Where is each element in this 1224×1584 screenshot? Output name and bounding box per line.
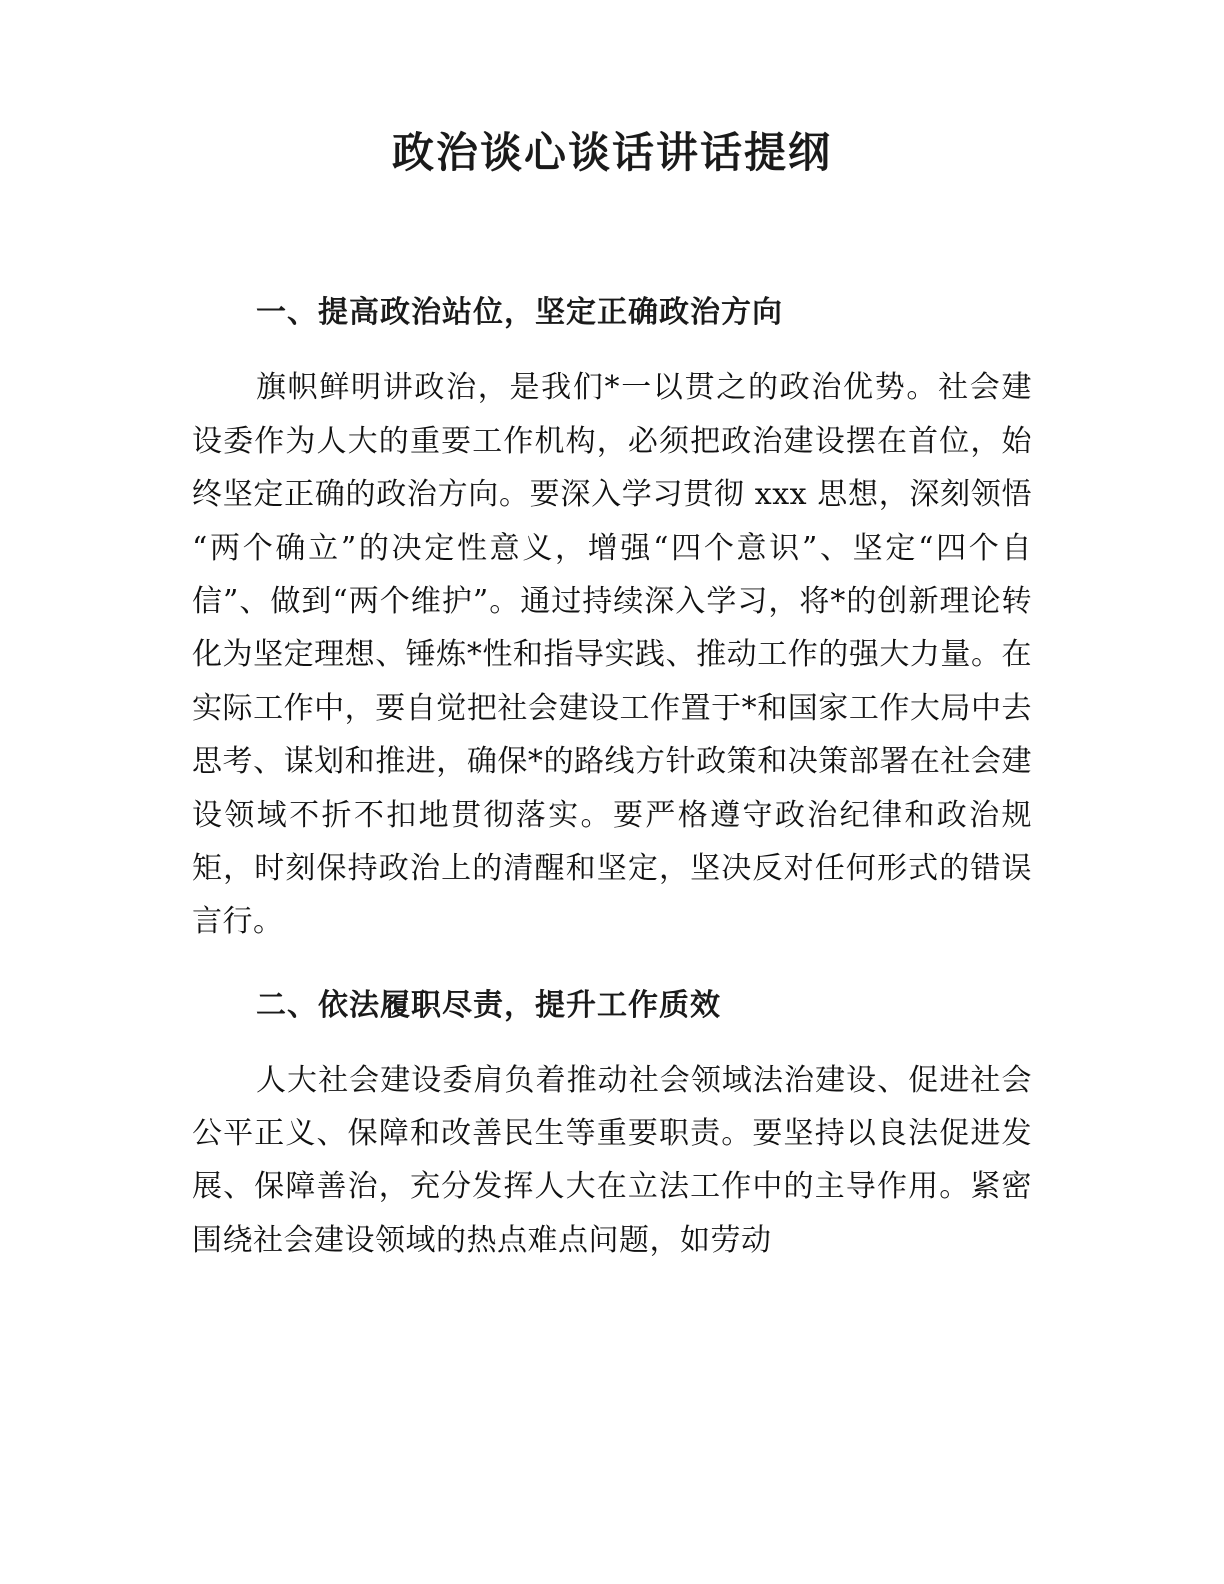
section-two-gap xyxy=(192,949,1032,983)
section-one xyxy=(192,290,1032,948)
section-one-heading-gap xyxy=(192,335,1032,361)
section-one-heading: 一、提高政治站位，坚定正确政治方向 xyxy=(256,295,783,331)
section-two-heading-gap xyxy=(192,1028,1032,1054)
section-one-paragraph: 旗帜鲜明讲政治，是我们*一以贯之的政治优势。社会建设委作为人大的重要工作机构，必须把政治建设摆在首位，始终坚定正确的政治方向。要深入学习贯彻 xxx 思想，深刻领悟“两个确立”的决定性意义，增强“四个意识”、坚定“四个自信”、做到“两个维护”。通过持续深入学习，将*的创新理论转化为坚定理想、锤炼*性和指导实践、推动工作的强大力量。在实际工作中，要自觉把社会建设工作置于*和国家工作大局中去思考、谋划和推进，确保*的路线方针政策和决策部署在社会建设领域不折不扣地贯彻落实。要严格遵守政治纪律和政治规矩，时刻保持政治上的清醒和坚定，坚决反对任何形式的错误言行。 xyxy=(192,370,1032,940)
page-title: 政治谈心谈话讲话提纲 xyxy=(391,128,832,177)
section-two xyxy=(192,983,1032,1268)
section-two-heading: 二、依法履职尽责，提升工作质效 xyxy=(256,987,721,1023)
section-two-paragraph: 人大社会建设委肩负着推动社会领域法治建设、促进社会公平正义、保障和改善民生等重要职责。要坚持以良法促进发展、保障善治，充分发挥人大在立法工作中的主导作用。紧密围绕社会建设领域的热点难点问题，如劳动 xyxy=(192,1062,1032,1258)
document-content xyxy=(192,0,1032,1267)
title-spacer xyxy=(192,178,1032,290)
